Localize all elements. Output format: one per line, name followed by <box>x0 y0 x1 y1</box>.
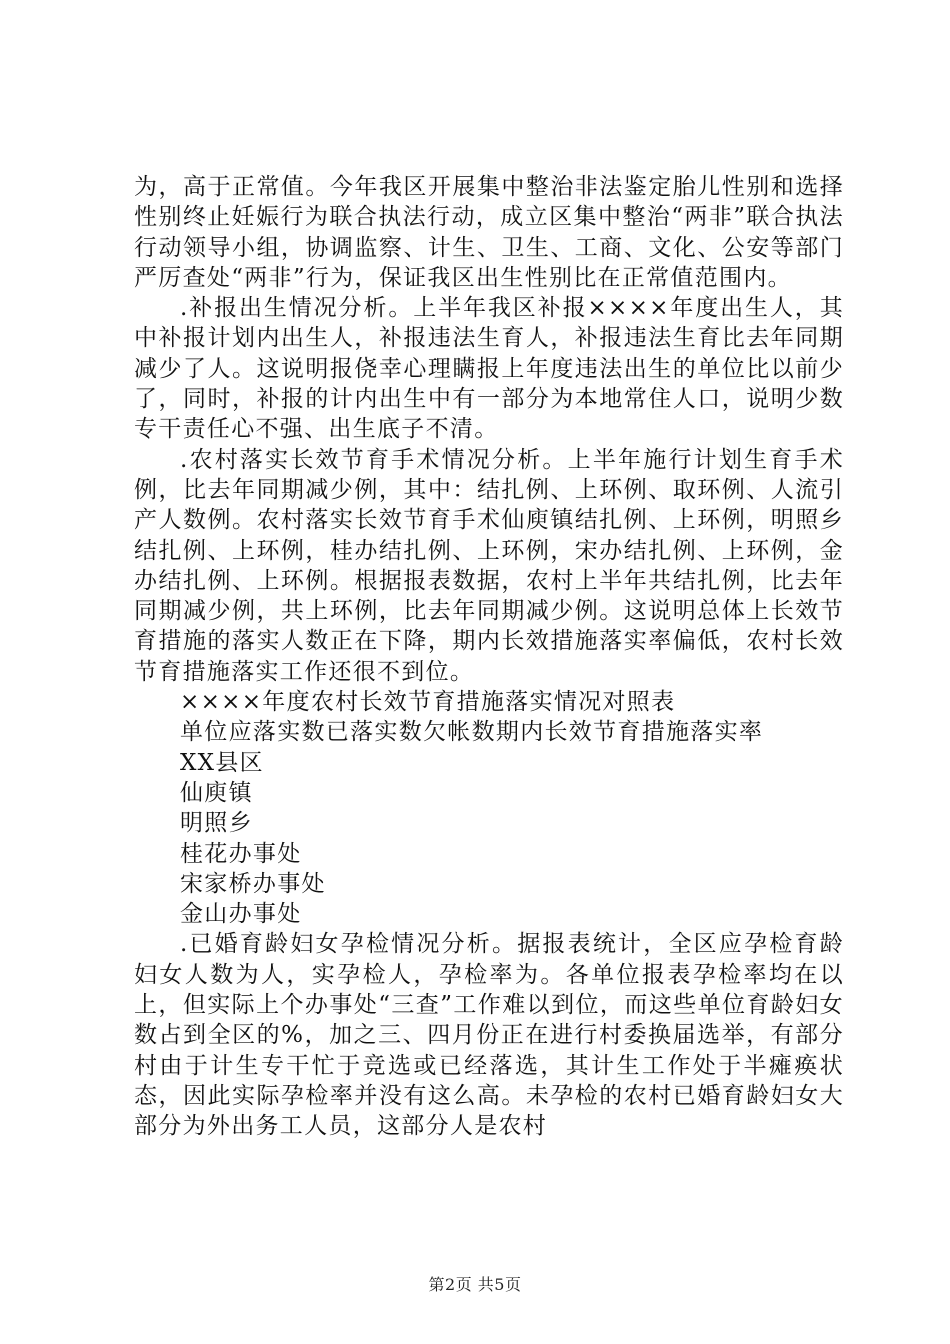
document-body <box>134 172 844 1142</box>
paragraph-sex-ratio: 为，高于正常值。今年我区开展集中整治非法鉴定胎儿性别和选择性别终止妊娠行为联合执法行动，成立区集中整治“两非”联合执法行动领导小组，协调监察、计生、卫生、工商、文化、公安等部门严厉查处“两非”行为，保证我区出生性别比在正常值范围内。 <box>134 174 844 291</box>
paragraph-pregnancy-check: .已婚育龄妇女孕检情况分析。据报表统计，全区应孕检育龄妇女人数为人，实孕检人，孕检率为。各单位报表孕检率均在以上，但实际上个办事处“三查”工作难以到位，而这些单位育龄妇女数占到全区的%，加之三、四月份正在进行村委换届选举，有部分村由于计生专干忙于竞选或已经落选，其计生工作处于半瘫痪状态，因此实际孕检率并没有这么高。未孕检的农村已婚育龄妇女大部分为外出务工人员，这部分人是农村 <box>134 931 844 1140</box>
paragraph-sterilization-analysis: .农村落实长效节育手术情况分析。上半年施行计划生育手术例，比去年同期减少例，其中：结扎例、上环例、取环例、人流引产人数例。农村落实长效节育手术仙庾镇结扎例、上环例，明照乡结扎例、上环例，桂办结扎例、上环例，宋办结扎例、上环例，金办结扎例、上环例。根据报表数据，农村上半年共结扎例，比去年同期减少例，共上环例，比去年同期减少例。这说明总体上长效节育措施的落实人数正在下降，期内长效措施落实率偏低，农村长效节育措施落实工作还很不到位。 <box>134 446 844 685</box>
table-row: XX县区 <box>180 749 264 776</box>
paragraph-supplementary-births: .补报出生情况分析。上半年我区补报××××年度出生人，其中补报计划内出生人，补报违法生育人，补报违法生育比去年同期减少了人。这说明报侥幸心理瞒报上年度违法出生的单位比以前少了，同时，补报的计内出生中有一部分为本地常住人口，说明少数专干责任心不强、出生底子不清。 <box>134 295 844 443</box>
table-header: 单位应落实数已落实数欠帐数期内长效节育措施落实率 <box>180 719 764 746</box>
table-row: 宋家桥办事处 <box>180 870 326 897</box>
table-title: ××××年度农村长效节育措施落实情况对照表 <box>180 689 676 716</box>
table-row: 金山办事处 <box>180 901 302 928</box>
table-row: 明照乡 <box>180 810 253 837</box>
table-row: 桂花办事处 <box>180 840 302 867</box>
table-row: 仙庾镇 <box>180 779 253 806</box>
page-number: 第2页 共5页 <box>428 1275 522 1294</box>
